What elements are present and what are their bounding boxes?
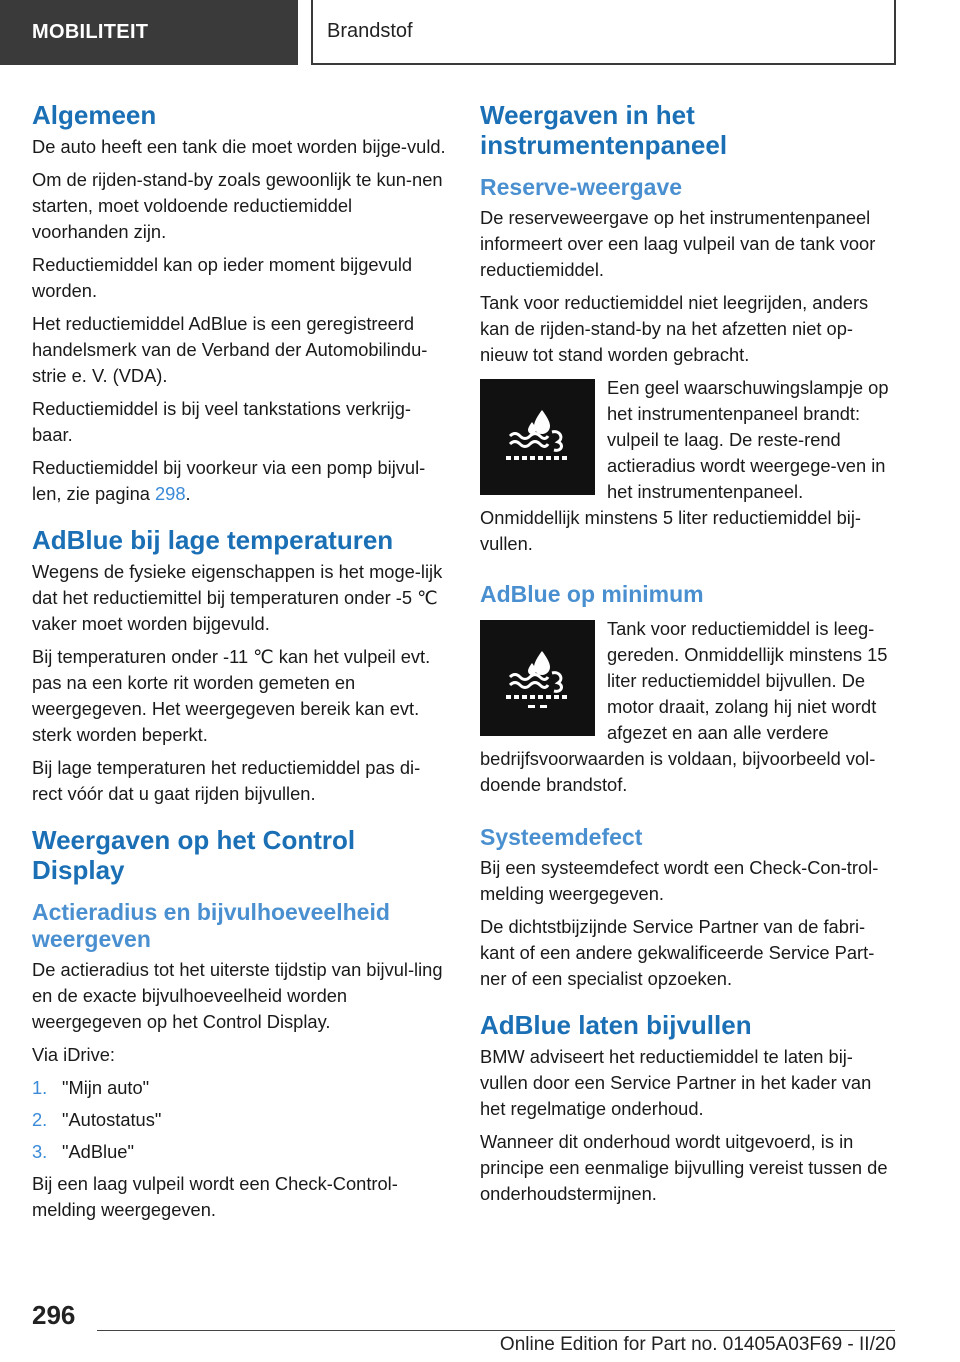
paragraph: Reductiemiddel kan op ieder moment bijgevuld worden. [32,254,413,301]
paragraph: BMW adviseert het reductiemiddel te laten bij-vullen door een Service Partner in het kader van het regelmatige onderhoud. [480,1046,872,1119]
paragraph: De auto heeft een tank die moet worden bijge-vuld. [32,136,446,157]
paragraph: Reductiemiddel is bij veel tankstations verkrijg-baar. [32,398,411,445]
paragraph: Een geel waarschuwingslampje op het instrumentenpaneel brandt: vulpeil te laag. De reste-rend actieradius wordt weergege-ven in het instrumentenpaneel. Onmiddellijk minstens 5 liter reductiemiddel bij-vullen. [480,377,889,554]
step-text: "Autostatus" [62,1109,162,1130]
heading-control-display: Weergaven op het Control Display [32,825,356,885]
paragraph: De actieradius tot het uiterste tijdstip van bijvul-ling en de exacte bijvulhoeveelheid worden weergegeven op het Control Display. [32,959,443,1032]
subheading-minimum: AdBlue op minimum [480,581,704,607]
section-laten-bijvullen [480,1010,895,1207]
idrive-steps [32,1075,447,1165]
paragraph: Tank voor reductiemiddel is leeg-gereden. Onmiddellijk minstens 15 liter reductiemiddel bijvullen. De motor draait, zolang hij niet wordt afgezet en aan alle verdere bedrijfsvoorwaarden is voldaan, bijvoorbeeld vol-doende brandstof. [480,618,888,795]
heading-algemeen: Algemeen [32,100,157,130]
list-item [32,1139,447,1165]
paragraph: Bij een laag vulpeil wordt een Check-Control-melding weergegeven. [32,1173,398,1220]
left-column [32,100,447,1241]
paragraph: Om de rijden-stand-by zoals gewoonlijk te kun-nen starten, moet voldoende reductiemiddel voorhanden zijn. [32,169,443,242]
page-link[interactable]: 298 [154,483,186,504]
section-systeemdefect [480,824,895,992]
paragraph: Bij een systeemdefect wordt een Check-Con-trol-melding weergegeven. [480,857,879,904]
paragraph: De dichtstbijzijnde Service Partner van de fabri-kant of een andere gekwalificeerde Service Part-ner of een specialist opzoeken. [480,916,875,989]
page-number: 296 [32,1300,76,1330]
footer-edition: Online Edition for Part no. 01405A03F69 - II/20 [499,1334,896,1355]
subheading-systeemdefect: Systeemdefect [480,824,643,850]
adblue-level-icon [480,379,595,495]
list-item [32,1107,447,1133]
list-item [32,1075,447,1101]
heading-instrumentenpaneel: Weergaven in het instrumentenpaneel [480,100,728,160]
paragraph-text: . [185,483,191,504]
adblue-minimum-icon [480,620,595,736]
right-column [480,100,895,1225]
section-lage-temperaturen [32,525,447,807]
paragraph [32,455,447,507]
section-algemeen [32,100,447,507]
subheading-reserve: Reserve-weergave [480,174,683,200]
step-number: 2. [32,1109,48,1130]
paragraph: Via iDrive: [32,1044,115,1065]
step-number: 1. [32,1077,48,1098]
footer-divider [97,1330,895,1331]
paragraph: Bij temperaturen onder -11 ℃ kan het vulpeil evt. pas na een korte rit worden gemeten en weergegeven. Het weergegeven bereik kan evt. sterk worden beperkt. [32,646,431,745]
subheading-actieradius: Actieradius en bijvulhoeveelheid weergeven [32,899,390,952]
header-chapter-label: Brandstof [327,20,413,42]
step-number: 3. [32,1141,48,1162]
step-text: "AdBlue" [62,1141,134,1162]
paragraph: Wegens de fysieke eigenschappen is het moge-lijk dat het reductiemittel bij temperaturen onder -5 ℃ vaker moet worden bijgevuld. [32,561,443,634]
paragraph-text: Reductiemiddel bij voorkeur via een pomp bijvul-len, zie pagina [32,457,426,504]
minimum-figure [480,616,895,798]
section-control-display [32,825,447,1223]
section-minimum [480,581,895,798]
header-section [0,0,298,65]
section-instrumentenpaneel [480,100,895,557]
step-text: "Mijn auto" [62,1077,150,1098]
paragraph: De reserveweergave op het instrumentenpaneel informeert over een laag vulpeil van de tank voor reductiemiddel. [480,207,876,280]
header-chapter [311,0,896,65]
heading-lage-temperaturen: AdBlue bij lage temperaturen [32,525,394,555]
warning-figure [480,375,895,557]
paragraph: Het reductiemiddel AdBlue is een geregistreerd handelsmerk van de Verband der Automobilindu-strie e. V. (VDA). [32,313,428,386]
header-section-label: MOBILITEIT [32,21,149,43]
paragraph: Tank voor reductiemiddel niet leegrijden, anders kan de rijden-stand-by na het afzetten niet op-nieuw tot stand worden gebracht. [480,292,869,365]
paragraph: Wanneer dit onderhoud wordt uitgevoerd, is in principe een eenmalige bijvulling vereist tussen de onderhoudstermijnen. [480,1131,888,1204]
heading-laten-bijvullen: AdBlue laten bijvullen [480,1010,752,1040]
paragraph: Bij lage temperaturen het reductiemiddel pas di-rect vóór dat u gaat rijden bijvullen. [32,757,421,804]
